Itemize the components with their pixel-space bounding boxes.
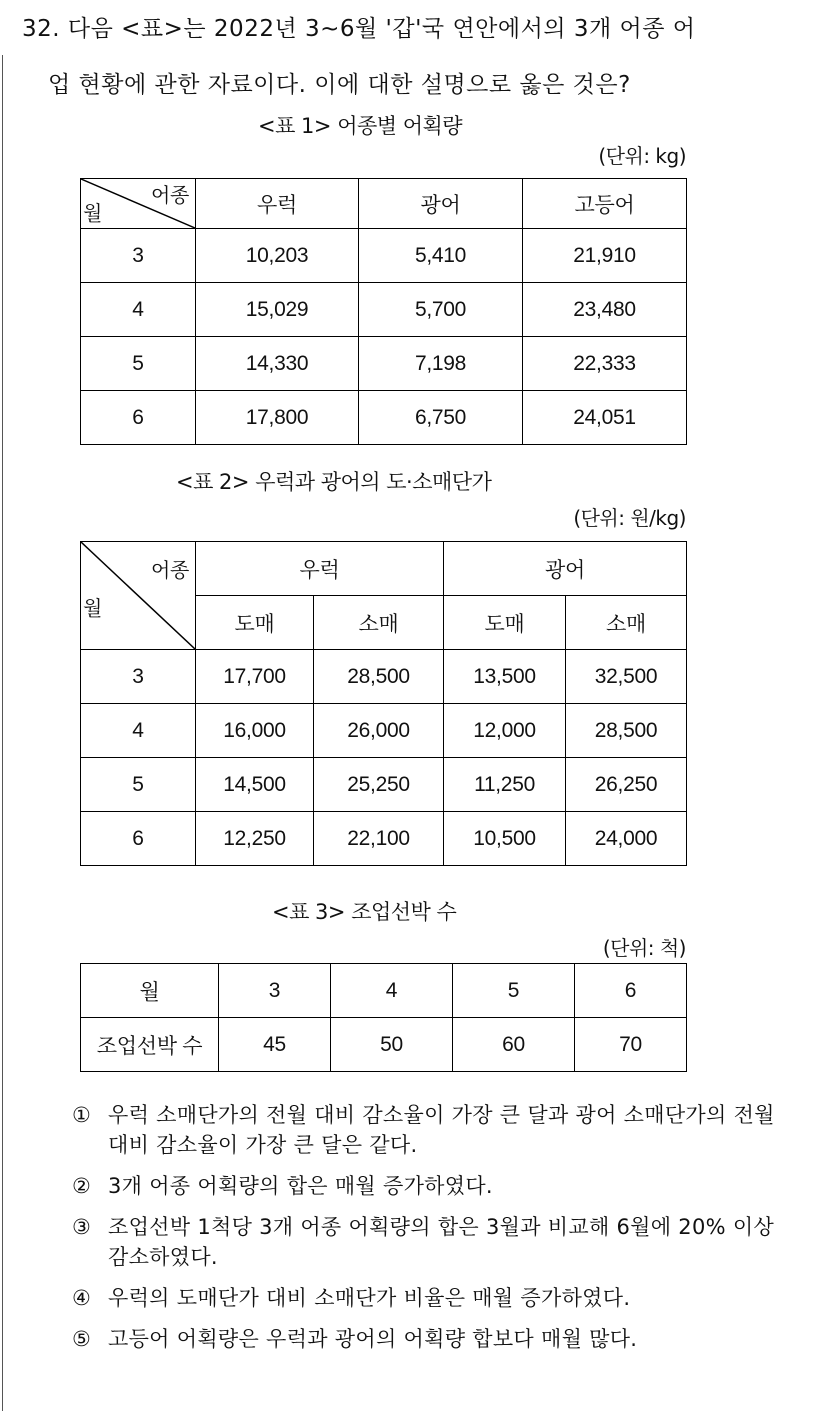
option-text: 고등어 어획량은 우럭과 광어의 어획량 합보다 매월 많다. bbox=[108, 1327, 638, 1351]
question-text-line1: 다음 <표>는 2022년 3~6월 '갑'국 연안에서의 3개 어종 어 bbox=[67, 16, 696, 42]
option-5[interactable] bbox=[72, 1324, 792, 1354]
question-stem-line1 bbox=[22, 10, 695, 43]
month-cell: 6 bbox=[81, 391, 196, 445]
row-header-vessel-count: 조업선박 수 bbox=[81, 1018, 219, 1072]
option-text: 우럭 소매단가의 전월 대비 감소율이 가장 큰 달과 광어 소매단가의 전월 대비 감소율이 가장 큰 달은 같다. bbox=[108, 1103, 775, 1157]
month-cell: 3 bbox=[219, 964, 331, 1018]
table2-unit: (단위: 원/kg) bbox=[573, 506, 686, 530]
table2-header-row-groups bbox=[81, 542, 687, 596]
option-number: ④ bbox=[72, 1286, 91, 1310]
value-cell: 10,500 bbox=[444, 812, 566, 866]
value-cell: 5,410 bbox=[359, 229, 523, 283]
month-cell: 4 bbox=[331, 964, 453, 1018]
table-row bbox=[81, 758, 687, 812]
table3-month-row bbox=[81, 964, 687, 1018]
value-cell: 32,500 bbox=[566, 650, 687, 704]
corner-label-month: 월 bbox=[83, 203, 103, 225]
value-cell: 21,910 bbox=[523, 229, 687, 283]
value-cell: 7,198 bbox=[359, 337, 523, 391]
table2-group-header: 광어 bbox=[444, 542, 687, 596]
table2-caption: <표 2> 우럭과 광어의 도·소매단가 bbox=[176, 470, 492, 494]
corner-label-month: 월 bbox=[83, 598, 103, 620]
option-number: ② bbox=[72, 1174, 91, 1198]
month-cell: 6 bbox=[575, 964, 687, 1018]
value-cell: 10,203 bbox=[196, 229, 359, 283]
table2-subheader: 소매 bbox=[566, 596, 687, 650]
option-text: 우럭의 도매단가 대비 소매단가 비율은 매월 증가하였다. bbox=[108, 1286, 631, 1310]
table-row bbox=[81, 229, 687, 283]
table-row bbox=[81, 337, 687, 391]
option-3[interactable] bbox=[72, 1212, 792, 1272]
value-cell: 6,750 bbox=[359, 391, 523, 445]
table2-subheader: 소매 bbox=[314, 596, 444, 650]
table2-group-header: 우럭 bbox=[196, 542, 444, 596]
table1-header: 고등어 bbox=[523, 179, 687, 229]
value-cell: 26,250 bbox=[566, 758, 687, 812]
value-cell: 5,700 bbox=[359, 283, 523, 337]
value-cell: 14,330 bbox=[196, 337, 359, 391]
value-cell: 12,250 bbox=[196, 812, 314, 866]
value-cell: 45 bbox=[219, 1018, 331, 1072]
option-number: ① bbox=[72, 1103, 91, 1127]
table1-catch-by-species bbox=[80, 178, 687, 445]
value-cell: 24,000 bbox=[566, 812, 687, 866]
table3-fishing-vessels bbox=[80, 963, 687, 1072]
option-text: 3개 어종 어획량의 합은 매월 증가하였다. bbox=[108, 1174, 493, 1198]
value-cell: 22,333 bbox=[523, 337, 687, 391]
corner-label-species: 어종 bbox=[150, 560, 189, 582]
value-cell: 25,250 bbox=[314, 758, 444, 812]
month-cell: 6 bbox=[81, 812, 196, 866]
value-cell: 70 bbox=[575, 1018, 687, 1072]
month-cell: 4 bbox=[81, 283, 196, 337]
month-cell: 3 bbox=[81, 650, 196, 704]
table2-wholesale-retail-prices bbox=[80, 541, 687, 866]
table1-unit: (단위: kg) bbox=[598, 144, 686, 168]
month-cell: 5 bbox=[81, 758, 196, 812]
value-cell: 12,000 bbox=[444, 704, 566, 758]
option-number: ⑤ bbox=[72, 1327, 91, 1351]
question-number: 32. bbox=[22, 16, 61, 42]
value-cell: 60 bbox=[453, 1018, 575, 1072]
answer-options bbox=[72, 1100, 792, 1365]
table3-unit: (단위: 척) bbox=[602, 936, 686, 960]
value-cell: 15,029 bbox=[196, 283, 359, 337]
question-stem-line2: 업 현황에 관한 자료이다. 이에 대한 설명으로 옳은 것은? bbox=[48, 72, 631, 98]
table2-subheader: 도매 bbox=[444, 596, 566, 650]
value-cell: 13,500 bbox=[444, 650, 566, 704]
table-row bbox=[81, 650, 687, 704]
option-number: ③ bbox=[72, 1215, 91, 1239]
value-cell: 24,051 bbox=[523, 391, 687, 445]
table-row bbox=[81, 283, 687, 337]
option-2[interactable] bbox=[72, 1171, 792, 1201]
value-cell: 17,800 bbox=[196, 391, 359, 445]
table2-subheader: 도매 bbox=[196, 596, 314, 650]
value-cell: 23,480 bbox=[523, 283, 687, 337]
value-cell: 14,500 bbox=[196, 758, 314, 812]
table-row bbox=[81, 812, 687, 866]
option-4[interactable] bbox=[72, 1283, 792, 1313]
table1-header: 광어 bbox=[359, 179, 523, 229]
left-margin-rule bbox=[2, 55, 3, 1411]
option-text: 조업선박 1척당 3개 어종 어획량의 합은 3월과 비교해 6월에 20% 이상 감소하였다. bbox=[108, 1215, 775, 1269]
table-row bbox=[81, 704, 687, 758]
month-cell: 3 bbox=[81, 229, 196, 283]
value-cell: 28,500 bbox=[566, 704, 687, 758]
table-row bbox=[81, 391, 687, 445]
option-1[interactable] bbox=[72, 1100, 792, 1160]
value-cell: 17,700 bbox=[196, 650, 314, 704]
table1-header: 우럭 bbox=[196, 179, 359, 229]
month-cell: 5 bbox=[453, 964, 575, 1018]
row-header-month: 월 bbox=[81, 964, 219, 1018]
table1-header-row bbox=[81, 179, 687, 229]
table3-count-row bbox=[81, 1018, 687, 1072]
value-cell: 50 bbox=[331, 1018, 453, 1072]
month-cell: 5 bbox=[81, 337, 196, 391]
table2-corner-cell bbox=[81, 542, 196, 650]
value-cell: 11,250 bbox=[444, 758, 566, 812]
value-cell: 28,500 bbox=[314, 650, 444, 704]
value-cell: 26,000 bbox=[314, 704, 444, 758]
month-cell: 4 bbox=[81, 704, 196, 758]
value-cell: 22,100 bbox=[314, 812, 444, 866]
table1-corner-cell bbox=[81, 179, 196, 229]
corner-label-species: 어종 bbox=[150, 185, 189, 207]
table3-caption: <표 3> 조업선박 수 bbox=[272, 900, 457, 924]
value-cell: 16,000 bbox=[196, 704, 314, 758]
table1-caption: <표 1> 어종별 어획량 bbox=[258, 114, 463, 138]
